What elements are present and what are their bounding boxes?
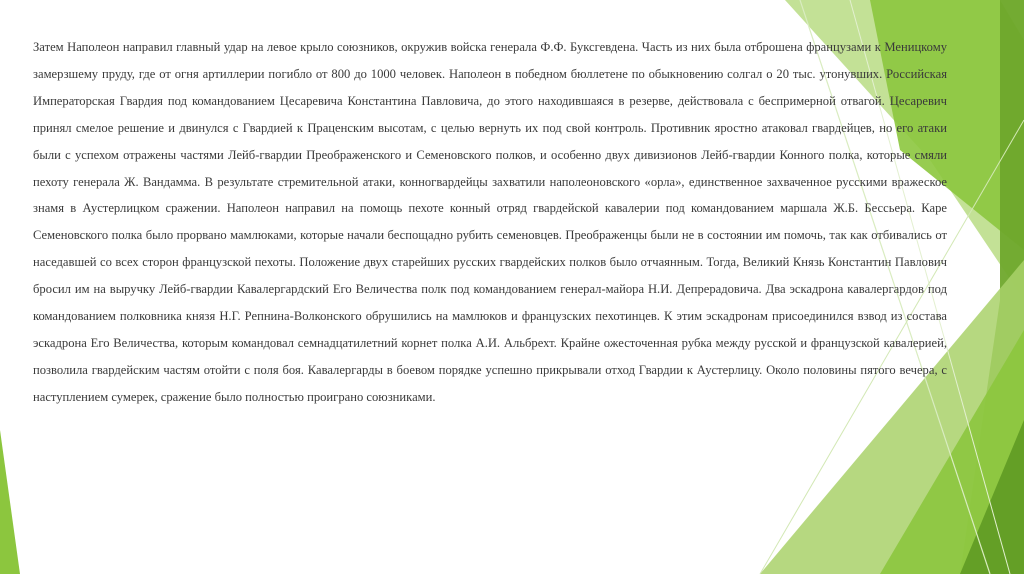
left-green-sliver [0,430,20,574]
slide-body-text: Затем Наполеон направил главный удар на левое крыло союзников, окружив войска генерала Ф.Ф. Буксгевдена. Часть из них была отброшена французами к Меницкому замерзшему пруду, где от огня артиллерии погибло от 800 до 1000 человек. Наполеон в победном бюллетене по обыкновению солгал о 20 тыс. утонувших. Российская Императорская Гвардия под командованием Цесаревича Константина Павловича, до этого находившаяся в резерве, действовала с беспримерной отвагой. Цесаревич принял смелое решение и двинулся с Гвардией к Праценским высотам, с целью вернуть их под свой контроль. Противник яростно атаковал гвардейцев, но его атаки были с успехом отражены частями Лейб-гвардии Преображенского и Семеновского полков, и особенно двух дивизионов Лейб-гвардии Конного полка, которые смяли пехоту генерала Ж. Вандамма. В результате стремительной атаки, конногвардейцы захватили наполеоновского «орла», единственное захваченное русскими вражеское знамя в Аустерлицком сражении. Наполеон направил на помощь пехоте конный отряд гвардейской кавалерии под командованием маршала Ж.Б. Бессьера. Каре Семеновского полка было прорвано мамлюками, которые начали беспощадно рубить семеновцев. Преображенцы были не в состоянии им помочь, так как отбивались от наседавшей со всех сторон французской пехоты. Положение двух старейших русских гвардейских полков было отчаянным. Тогда, Великий Князь Константин Павлович бросил им на выручку Лейб-гвардии Кавалергардский Его Величества полк под командованием генерал-майора Н.И. Депрерадовича. Два эскадрона кавалергардов под командованием полковника князя Н.Г. Репнина-Волконского обрушились на мамлюков и французских пехотинцев. К этим эскадронам присоединился взвод из состава эскадрона Его Величества, которым командовал семнадцатилетний корнет полка А.И. Альбрехт. Крайне ожесточенная рубка между русской и французской кавалерией, позволила гвардейским частям отойти с поля боя. Кавалергарды в боевом порядке успешно прикрывали отход Гвардии к Аустерлицу. Около половины пятого вечера, с наступлением сумерек, сражение было полностью проиграно союзниками. [33,40,947,404]
